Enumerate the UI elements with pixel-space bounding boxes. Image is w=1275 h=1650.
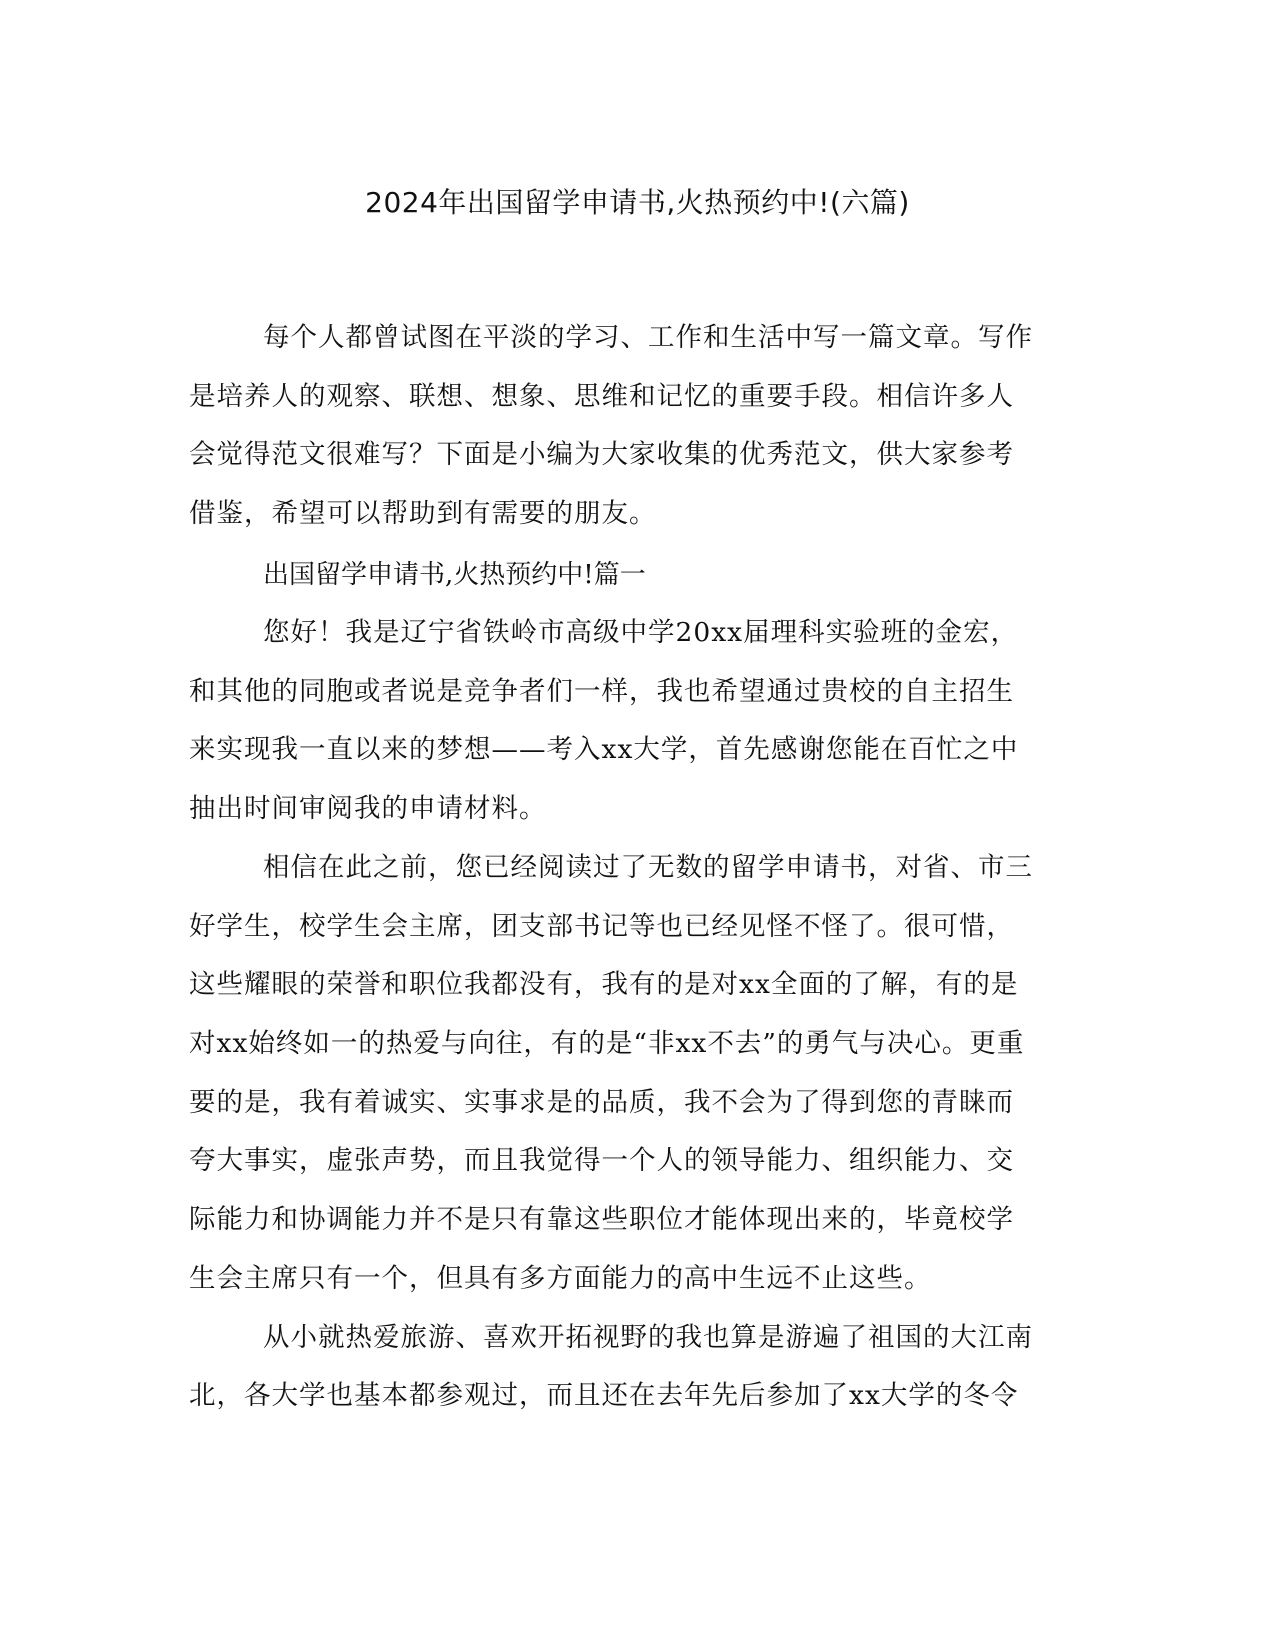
paragraph-line: 和其他的同胞或者说是竞争者们一样，我也希望通过贵校的自主招生 xyxy=(189,676,1014,707)
section-heading: 出国留学申请书,火热预约中!篇一 xyxy=(263,560,646,590)
paragraph-line: 夸大事实，虚张声势，而且我觉得一个人的领导能力、组织能力、交 xyxy=(189,1145,1014,1176)
paragraph-line: 来实现我一直以来的梦想——考入xx大学，首先感谢您能在百忙之中 xyxy=(189,734,1019,765)
paragraph-line: 是培养人的观察、联想、想象、思维和记忆的重要手段。相信许多人 xyxy=(189,381,1014,412)
paragraph-line: 相信在此之前，您已经阅读过了无数的留学申请书，对省、市三 xyxy=(263,852,1033,883)
document-title: 2024年出国留学申请书,火热预约中!(六篇) xyxy=(365,186,910,219)
paragraph-line: 际能力和协调能力并不是只有靠这些职位才能体现出来的，毕竟校学 xyxy=(189,1204,1014,1235)
paragraph-line: 这些耀眼的荣誉和职位我都没有，我有的是对xx全面的了解，有的是 xyxy=(189,969,1019,1000)
paragraph-line: 要的是，我有着诚实、实事求是的品质，我不会为了得到您的青睐而 xyxy=(189,1087,1014,1118)
paragraph-line: 借鉴，希望可以帮助到有需要的朋友。 xyxy=(189,498,657,529)
paragraph-line: 从小就热爱旅游、喜欢开拓视野的我也算是游遍了祖国的大江南 xyxy=(263,1322,1033,1353)
paragraph-line: 北，各大学也基本都参观过，而且还在去年先后参加了xx大学的冬令 xyxy=(189,1380,1019,1411)
paragraph-line: 您好！我是辽宁省铁岭市高级中学20xx届理科实验班的金宏， xyxy=(263,617,1019,648)
paragraph-line: 对xx始终如一的热爱与向往，有的是“非xx不去”的勇气与决心。更重 xyxy=(189,1028,1025,1059)
paragraph-line: 会觉得范文很难写？下面是小编为大家收集的优秀范文，供大家参考 xyxy=(189,439,1014,470)
paragraph-line: 生会主席只有一个，但具有多方面能力的高中生远不止这些。 xyxy=(189,1263,932,1294)
paragraph-line: 抽出时间审阅我的申请材料。 xyxy=(189,793,547,824)
paragraph-line: 好学生，校学生会主席，团支部书记等也已经见怪不怪了。很可惜， xyxy=(189,911,1014,942)
paragraph-line: 每个人都曾试图在平淡的学习、工作和生活中写一篇文章。写作 xyxy=(263,322,1033,353)
